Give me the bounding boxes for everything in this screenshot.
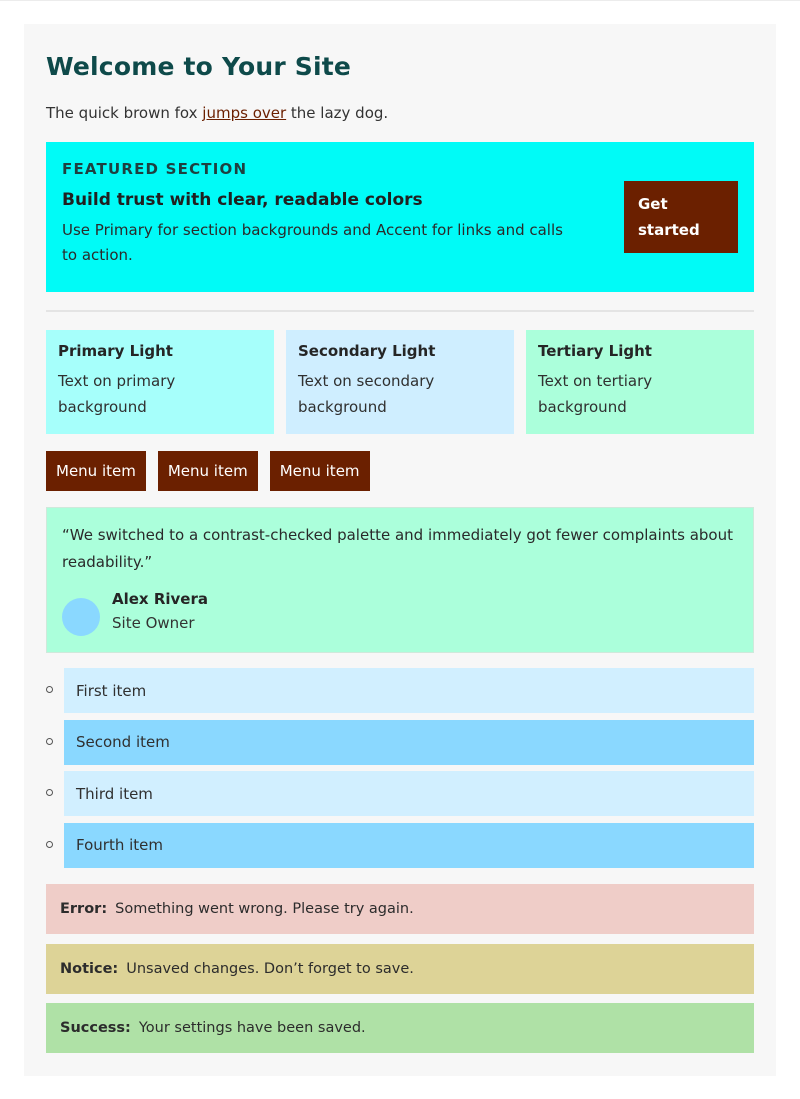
circle-bullet-icon — [46, 686, 53, 693]
card-tertiary-light — [526, 330, 754, 434]
list-item — [46, 720, 754, 765]
featured-title: Build trust with clear, readable colors — [62, 190, 423, 210]
author-name: Alex Rivera — [112, 590, 208, 608]
circle-bullet-icon — [46, 841, 53, 848]
success-alert — [46, 1003, 754, 1053]
menu-item-2[interactable]: Menu item — [158, 451, 258, 491]
testimonial-author — [62, 586, 738, 636]
alert-label: Error: — [60, 901, 108, 917]
intro-text-after: the lazy dog. — [286, 104, 389, 122]
menu-bar — [46, 451, 370, 491]
list-item-box: First item — [64, 668, 754, 713]
list-item — [46, 823, 754, 868]
alert-message: Your settings have been saved. — [138, 1020, 366, 1036]
circle-bullet-icon — [46, 789, 53, 796]
list-item-box: Fourth item — [64, 823, 754, 868]
intro-paragraph — [46, 104, 388, 122]
page-title: Welcome to Your Site — [46, 52, 352, 81]
intro-link[interactable]: jumps over — [202, 104, 287, 122]
item-list — [46, 668, 754, 874]
card-title: Tertiary Light — [538, 342, 652, 360]
author-role: Site Owner — [112, 614, 195, 632]
alert-label: Success: — [60, 1020, 131, 1036]
alert-message: Unsaved changes. Don’t forget to save. — [126, 961, 414, 977]
list-item-box: Second item — [64, 720, 754, 765]
card-title: Primary Light — [58, 342, 173, 360]
list-item — [46, 668, 754, 713]
card-primary-light — [46, 330, 274, 434]
card-text: Text on primary background — [58, 372, 176, 416]
get-started-line2: started — [638, 221, 700, 239]
alert-label: Notice: — [60, 961, 119, 977]
list-item-box: Third item — [64, 771, 754, 816]
page-container — [24, 24, 776, 1076]
color-cards — [46, 330, 754, 434]
notice-alert — [46, 944, 754, 994]
featured-eyebrow: FEATURED SECTION — [62, 160, 248, 178]
avatar — [62, 598, 100, 636]
get-started-line1: Get — [638, 195, 668, 213]
circle-bullet-icon — [46, 738, 53, 745]
testimonial-quote: “We switched to a contrast-checked palette and immediately got fewer complaints about readability.” — [62, 526, 733, 571]
card-text: Text on tertiary background — [538, 372, 653, 416]
card-secondary-light — [286, 330, 514, 434]
section-divider — [46, 310, 754, 312]
intro-text-before: The quick brown fox — [46, 104, 203, 122]
get-started-button[interactable] — [624, 181, 738, 253]
top-border — [0, 0, 800, 1]
testimonial — [46, 507, 754, 653]
featured-description: Use Primary for section backgrounds and Accent for links and calls to action. — [62, 221, 563, 264]
menu-item-3[interactable]: Menu item — [270, 451, 370, 491]
alert-message: Something went wrong. Please try again. — [115, 901, 414, 917]
featured-section — [46, 142, 754, 292]
list-item — [46, 771, 754, 816]
card-text: Text on secondary background — [298, 372, 435, 416]
card-title: Secondary Light — [298, 342, 436, 360]
error-alert — [46, 884, 754, 934]
menu-item-1[interactable]: Menu item — [46, 451, 146, 491]
